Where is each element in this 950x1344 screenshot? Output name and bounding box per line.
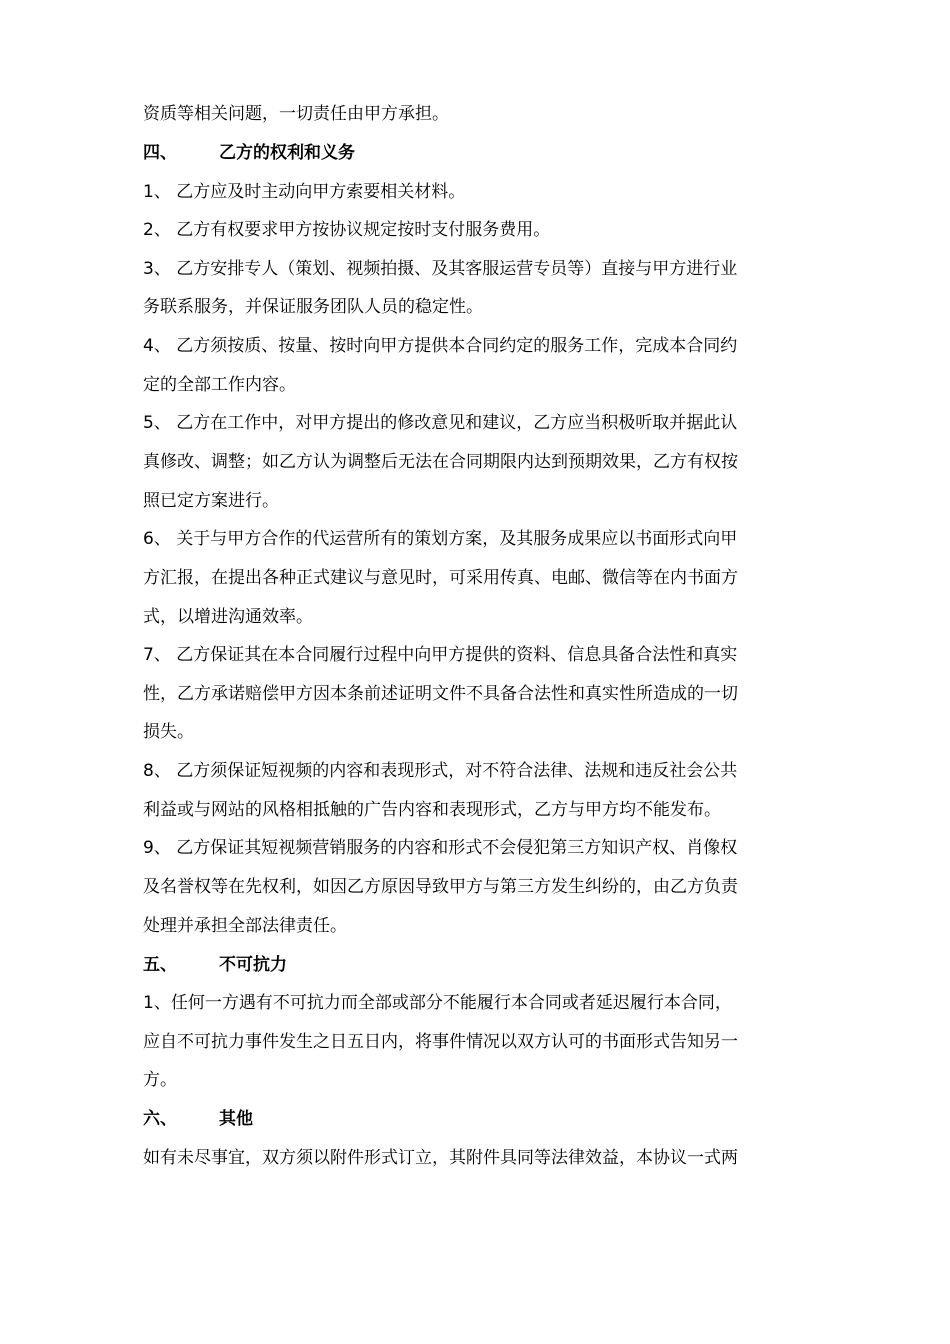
section-title: 乙方的权利和义务 <box>219 143 355 163</box>
paragraph-line: 处理并承担全部法律责任。 <box>143 916 347 936</box>
list-item-6: 6、 关于与甲方合作的代运营所有的策划方案，及其服务成果应以书面形式向甲 <box>143 529 738 549</box>
paragraph-line: 资质等相关问题，一切责任由甲方承担。 <box>143 104 449 124</box>
section-number: 四、 <box>143 143 177 163</box>
list-item-7: 7、 乙方保证其在本合同履行过程中向甲方提供的资料、信息具备合法性和真实 <box>143 645 738 665</box>
paragraph-line: 损失。 <box>143 722 194 742</box>
section-number: 五、 <box>143 955 177 975</box>
paragraph-line: 方。 <box>143 1070 177 1090</box>
list-item-5: 5、 乙方在工作中，对甲方提出的修改意见和建议，乙方应当积极听取并据此认 <box>143 413 738 433</box>
list-item-8: 8、 乙方须保证短视频的内容和表现形式，对不符合法律、法规和违反社会公共 <box>143 761 738 781</box>
list-item-4: 4、 乙方须按质、按量、按时向甲方提供本合同约定的服务工作，完成本合同约 <box>143 336 738 356</box>
section-title: 其他 <box>219 1109 253 1129</box>
list-item-9: 9、 乙方保证其短视频营销服务的内容和形式不会侵犯第三方知识产权、肖像权 <box>143 838 738 858</box>
list-item-3: 3、 乙方安排专人（策划、视频拍摄、及其客服运营专员等）直接与甲方进行业 <box>143 259 738 279</box>
paragraph-line: 定的全部工作内容。 <box>143 375 296 395</box>
paragraph-line: 真修改、调整；如乙方认为调整后无法在合同期限内达到预期效果，乙方有权按 <box>143 452 738 472</box>
list-item-1: 1、任何一方遇有不可抗力而全部或部分不能履行本合同或者延迟履行本合同， <box>143 993 732 1013</box>
paragraph-line: 性，乙方承诺赔偿甲方因本条前述证明文件不具备合法性和真实性所造成的一切 <box>143 684 738 704</box>
paragraph-line: 照已定方案进行。 <box>143 491 279 511</box>
paragraph-line: 务联系服务，并保证服务团队人员的稳定性。 <box>143 297 483 317</box>
paragraph-line: 式，以增进沟通效率。 <box>143 607 313 627</box>
list-item-1: 1、 乙方应及时主动向甲方索要相关材料。 <box>143 182 466 202</box>
paragraph-line: 如有未尽事宜，双方须以附件形式订立，其附件具同等法律效益，本协议一式两 <box>143 1148 738 1168</box>
list-item-2: 2、 乙方有权要求甲方按协议规定按时支付服务费用。 <box>143 220 551 240</box>
section-heading-6 <box>143 1107 253 1131</box>
paragraph-line: 方汇报，在提出各种正式建议与意见时，可采用传真、电邮、微信等在内书面方 <box>143 568 738 588</box>
paragraph-line: 及名誉权等在先权利，如因乙方原因导致甲方与第三方发生纠纷的，由乙方负责 <box>143 877 738 897</box>
section-number: 六、 <box>143 1109 177 1129</box>
paragraph-line: 应自不可抗力事件发生之日五日内，将事件情况以双方认可的书面形式告知另一 <box>143 1032 738 1052</box>
section-heading-5 <box>143 953 287 977</box>
section-title: 不可抗力 <box>219 955 287 975</box>
paragraph-line: 利益或与网站的风格相抵触的广告内容和表现形式，乙方与甲方均不能发布。 <box>143 800 721 820</box>
section-heading-4 <box>143 141 355 165</box>
